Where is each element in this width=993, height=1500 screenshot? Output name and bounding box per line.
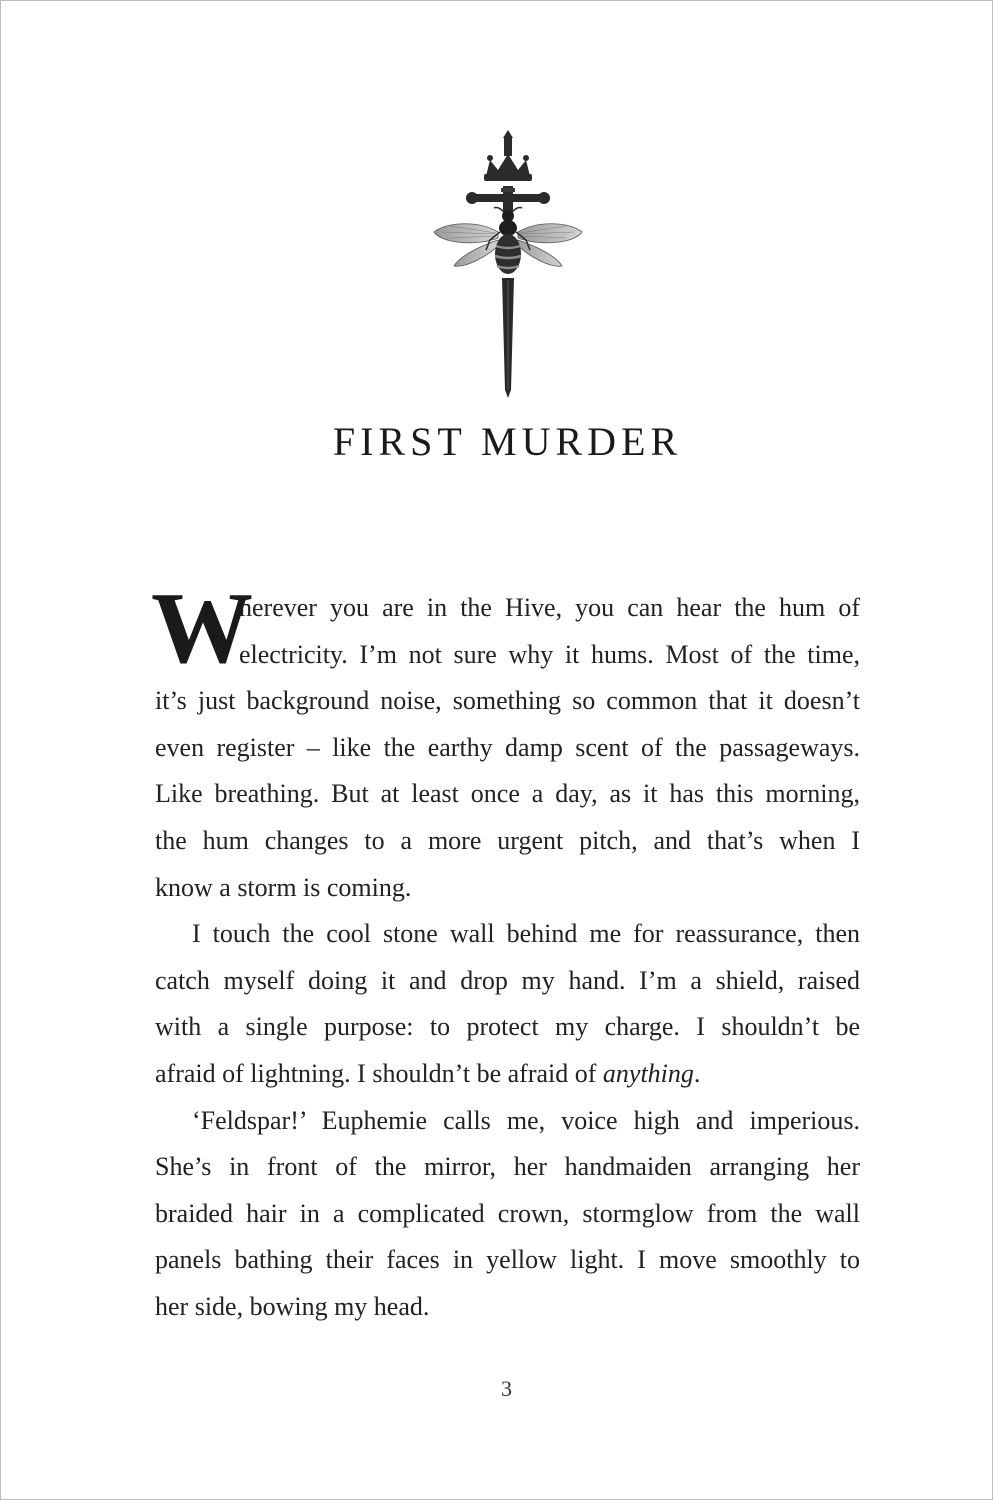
text-line: herever you are in the Hive, you can hear the hum of <box>239 593 860 622</box>
crowned-bee-dagger-icon <box>428 128 588 403</box>
text-line: She’s in front of the mirror, her handmaiden arranging her <box>155 1152 860 1182</box>
text-segment: . <box>693 1058 701 1088</box>
paragraph-3 <box>155 1098 860 1331</box>
text-line: know a storm is coming. <box>155 872 412 902</box>
text-line: the hum changes to a more urgent pitch, and that’s when I <box>155 825 860 855</box>
chapter-title: FIRST MURDER <box>332 419 683 464</box>
text-line: electricity. I’m not sure why it hums. Most of the time, <box>239 639 860 669</box>
text-line: Like breathing. But at least once a day, as it has this morning, <box>155 779 860 809</box>
body-text <box>151 572 860 1331</box>
text-segment: afraid of lightning. I shouldn’t be afraid of <box>155 1058 603 1088</box>
page-number: 3 <box>501 1376 512 1401</box>
text-line: I touch the cool stone wall behind me for reassurance, then <box>192 919 860 949</box>
text-line: her side, bowing my head. <box>155 1291 430 1321</box>
paragraph-2 <box>155 911 860 1097</box>
text-line: braided hair in a complicated crown, stormglow from the wall <box>155 1198 860 1228</box>
drop-cap: W <box>151 572 253 685</box>
text-line: even register – like the earthy damp scent of the passageways. <box>155 732 860 762</box>
italic-word: anything <box>602 1058 694 1088</box>
text-line: panels bathing their faces in yellow light. I move smoothly to <box>155 1245 860 1275</box>
text-line: ‘Feldspar!’ Euphemie calls me, voice high and imperious. <box>192 1105 860 1135</box>
text-line: catch myself doing it and drop my hand. I’m a shield, raised <box>155 965 860 995</box>
text-line: it’s just background noise, something so common that it doesn’t <box>155 686 860 716</box>
text-line-with-italic <box>155 1051 860 1098</box>
text-line: with a single purpose: to protect my charge. I shouldn’t be <box>155 1012 860 1042</box>
paragraph-1 <box>151 572 860 911</box>
